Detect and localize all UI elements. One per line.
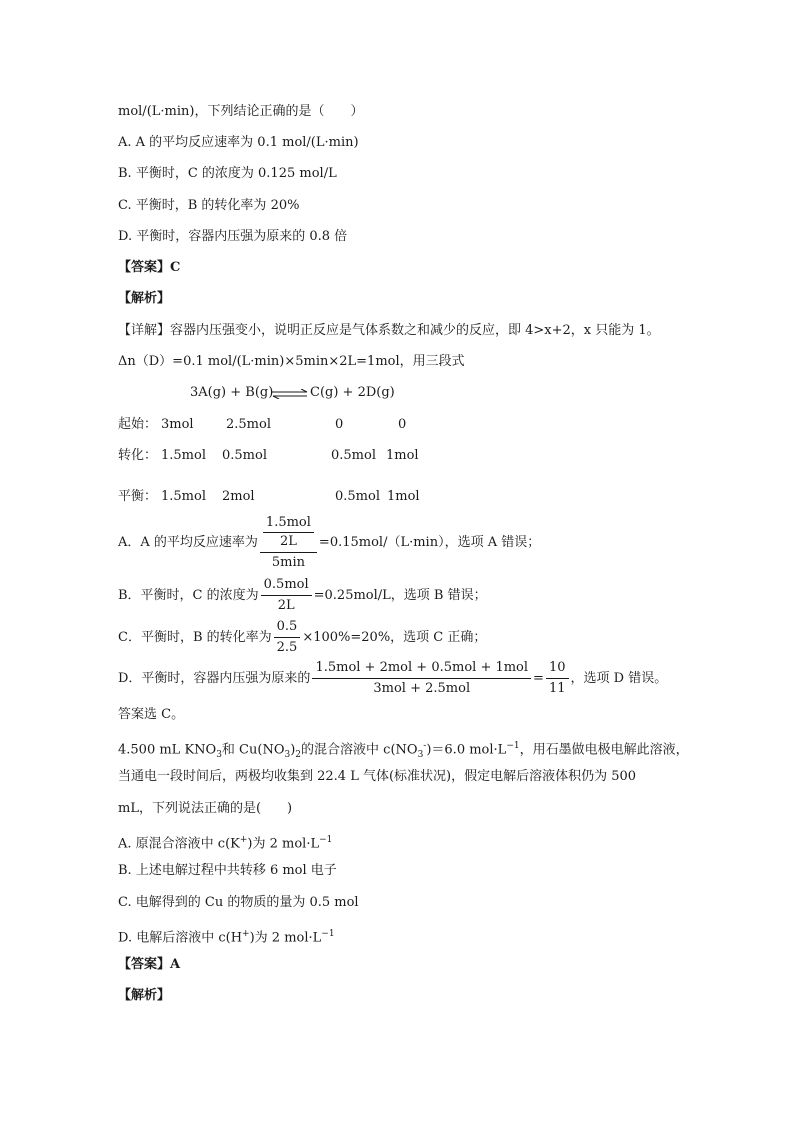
q4-option-c: C. 电解得到的 Cu 的物质的量为 0.5 mol: [118, 895, 359, 910]
option-a: A. A 的平均反应速率为 0.1 mol/(L·min): [118, 135, 359, 150]
fraction-conversion: $\frac{0.5}{2.5}$: [274, 618, 301, 657]
equilibrium-arrow-icon: [271, 389, 309, 399]
detail-line-2: Δn（D）=0.1 mol/(L·min)×5min×2L=1mol，用三段式: [118, 354, 465, 369]
option-b: B. 平衡时，C 的浓度为 0.125 mol/L: [118, 166, 337, 181]
q4-answer-label: 【答案】A: [118, 957, 181, 972]
detail-line-1: 【详解】容器内压强变小，说明正反应是气体系数之和减少的反应，即 4>x+2，x 只能为 1。: [118, 323, 660, 338]
row-change-d: 1mol: [386, 448, 419, 463]
equation-right: C(g) + 2D(g): [310, 385, 395, 400]
row-change-label: 转化：: [118, 448, 158, 463]
question-tail: mol/(L·min)，下列结论正确的是（ ）: [118, 104, 364, 119]
q4-stem-line-2: 当通电一段时间后，两极均收集到 22.4 L 气体(标准状况)，假定电解后溶液体积仍为 500: [118, 769, 637, 784]
row-change-c: 0.5mol: [331, 448, 376, 463]
q4-stem-line-3: mL，下列说法正确的是( ): [118, 801, 293, 816]
analysis-title: 【解析】: [118, 291, 171, 306]
calc-a: A．A 的平均反应速率为 1.5mol 2L 5min =0.15mol/（L·min），选项 A 错误；: [118, 515, 541, 570]
answer-label: 【答案】C: [118, 260, 181, 275]
row-start-a: 3mol: [161, 417, 194, 432]
row-equil-b: 2mol: [222, 489, 255, 504]
fraction-rate: 1.5mol 2L 5min: [260, 514, 317, 572]
conclusion: 答案选 C。: [118, 707, 185, 722]
row-equil-label: 平衡：: [118, 489, 158, 504]
q4-option-a: A. 原混合溶液中 c(K+)为 2 $mol\cdot L^{-1}$: [118, 835, 333, 852]
row-change-b: 0.5mol: [222, 448, 267, 463]
row-start-b: 2.5mol: [226, 417, 271, 432]
calc-c: C．平衡时，B 的转化率为 $\frac{0.5}{2.5}$ ×100%=20%，选项 C 正确；: [118, 619, 487, 655]
option-d: D. 平衡时，容器内压强为原来的 0.8 倍: [118, 229, 348, 244]
fraction-result: $\frac{10}{11}$: [546, 659, 569, 698]
option-c: C. 平衡时，B 的转化率为 20%: [118, 198, 300, 213]
row-equil-a: 1.5mol: [161, 489, 206, 504]
row-start-label: 起始：: [118, 417, 158, 432]
row-equil-d: 1mol: [387, 489, 420, 504]
calc-b: B．平衡时，C 的浓度为 $\frac{\text{0.5mol}}{2L}$ =0.25mol/L，选项 B 错误；: [118, 577, 487, 613]
q4-option-b: B. 上述电解过程中共转移 6 mol 电子: [118, 863, 337, 878]
calc-d: D．平衡时，容器内压强为原来的 $\frac{\text{1.5mol + 2mol + 0.5mol + 1mol}}{\text{3mol + 2.5mol}}$ = $\frac{10}{11}$ ，选项 D 错误。: [118, 660, 668, 696]
row-start-d: 0: [398, 417, 407, 432]
q4-stem-line-1: 4.500 mL $KNO_3$和 $Cu(NO_3)_2$的混合溶液中 $c(NO_3^-)=6.0$ $mol\cdot L^{-1}$，用石墨做电极电解此溶液，: [118, 741, 689, 760]
q4-option-d: D. 电解后溶液中 c(H+)为 2 $mol\cdot L^{-1}$: [118, 929, 335, 946]
equation-left: 3A(g) + B(g): [190, 385, 274, 400]
q4-analysis-title: 【解析】: [118, 988, 171, 1003]
row-change-a: 1.5mol: [161, 448, 206, 463]
row-equil-c: 0.5mol: [335, 489, 380, 504]
fraction-pressure: $\frac{\text{1.5mol + 2mol + 0.5mol + 1mol}}{\text{3mol + 2.5mol}}$: [312, 659, 531, 698]
row-start-c: 0: [335, 417, 344, 432]
fraction-concentration: $\frac{\text{0.5mol}}{2L}$: [261, 576, 312, 615]
